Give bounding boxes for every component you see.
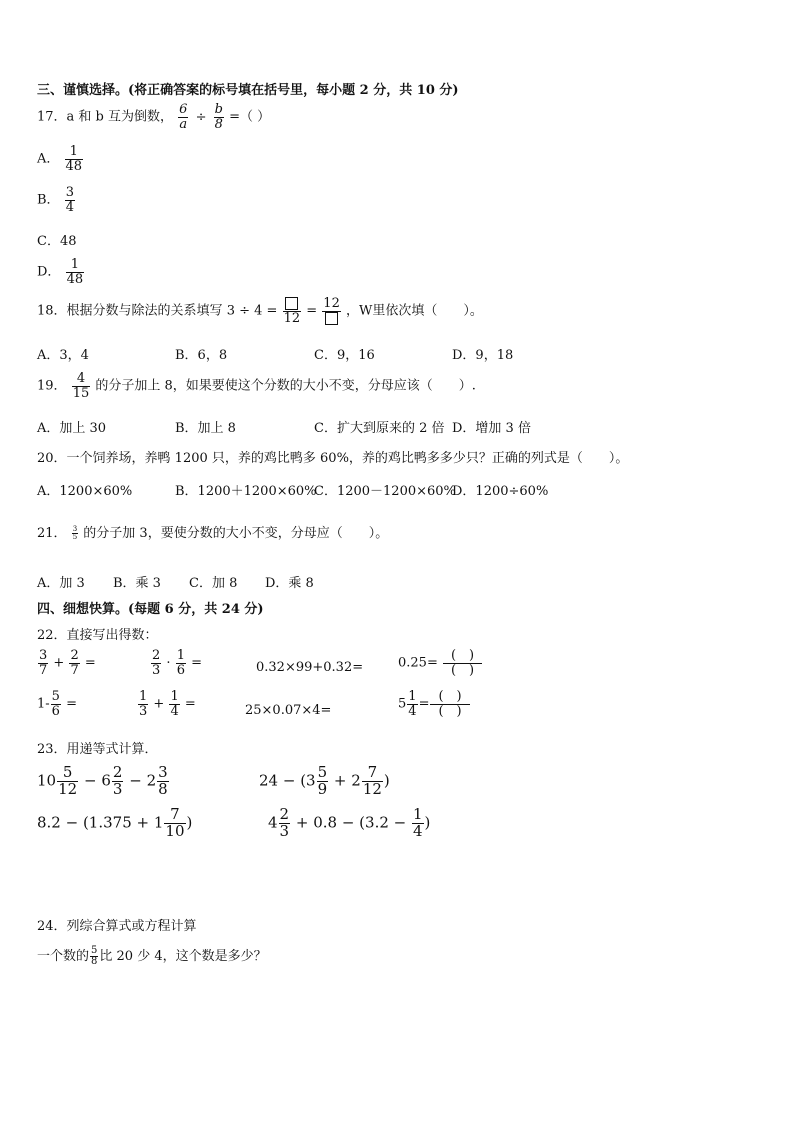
option-18-c[interactable]: C．9，16 [314, 348, 375, 363]
fraction: $\frac{2}{3}$ [112, 763, 123, 798]
section-4-heading: 四、细想快算。(每题 6 分，共 24 分) [37, 602, 264, 617]
blank-box [285, 297, 298, 310]
plus-sign: + [53, 655, 65, 671]
calc-22-3: 0.32×99+0.32= [256, 660, 364, 675]
question-text: 17．a 和 b 互为倒数， [37, 109, 174, 125]
option-19-a[interactable]: A．加上 30 [37, 421, 107, 436]
answer-paren: =（ ） [229, 109, 271, 125]
calc-22-2 [150, 649, 202, 677]
question-23-title: 23．用递等式计算． [37, 742, 158, 757]
whole-number: 2 [146, 771, 157, 790]
fraction: $\frac{2}{3}$ [152, 648, 161, 678]
question-24-title: 24．列综合算式或方程计算 [37, 919, 197, 934]
equals-sign: = [84, 655, 96, 671]
fraction-1-over-48: $\frac{1}{48}$ [65, 144, 83, 174]
calc-22-7: 25×0.07×4= [245, 703, 332, 718]
whole-number: 4 [268, 813, 278, 832]
fraction: $\frac{5}{12}$ [58, 763, 78, 798]
fraction: $\frac{1}{4}$ [408, 689, 417, 719]
question-20: 20．一个饲养场，养鸭 1200 只，养的鸡比鸭多 60%，养的鸡比鸭多多少只？正确的列式是（ ）。 [37, 451, 629, 466]
fraction: $\frac{1}{4}$ [413, 805, 423, 840]
expression: 1- [37, 696, 50, 712]
calc-22-5 [37, 690, 77, 718]
blank-box [325, 312, 338, 325]
calc-22-4 [398, 649, 483, 677]
expression-23-2 [259, 765, 390, 798]
option-19-b[interactable]: B．加上 8 [175, 421, 236, 436]
answer-fraction-blank: $\frac{( )}{( )}$ [443, 649, 482, 677]
fraction: $\frac{7}{10}$ [165, 805, 185, 840]
fraction: $\frac{3}{8}$ [158, 763, 168, 798]
fraction-3-over-4: $\frac{3}{4}$ [65, 185, 74, 215]
expression-part: + 0.8 − (3.2 − [295, 813, 407, 832]
expression-part: + 2 [333, 771, 361, 790]
whole-number: 5 [398, 696, 407, 712]
option-17-a[interactable] [37, 145, 84, 173]
question-21 [37, 522, 388, 541]
fraction-box-over-12: 12 [283, 297, 302, 325]
fraction: $\frac{1}{6}$ [176, 648, 185, 678]
option-20-b[interactable]: B．1200＋1200×60% [175, 484, 317, 499]
fraction-3-over-5: $\frac{3}{5}$ [72, 524, 78, 541]
multiply-dot: · [166, 655, 171, 671]
equals-sign: = [66, 696, 77, 712]
option-21-c[interactable]: C．加 8 [189, 576, 238, 591]
fraction-5-over-8: $\frac{5}{8}$ [91, 944, 98, 967]
fraction: $\frac{2}{3}$ [279, 805, 290, 840]
close-paren: ) [383, 771, 390, 790]
expression-23-1 [37, 765, 170, 798]
fraction: $\frac{5}{6}$ [51, 689, 60, 719]
question-19 [37, 372, 476, 400]
expression-part: 8.2 − (1.375 + 1 [37, 813, 164, 832]
fraction: $\frac{7}{12}$ [362, 763, 382, 798]
option-label: D． [37, 264, 61, 280]
fraction-4-over-15: $\frac{4}{15}$ [72, 371, 90, 401]
option-18-d[interactable]: D．9，18 [452, 348, 514, 363]
close-paren: ) [186, 813, 193, 832]
question-text: 的分子加 3，要使分数的大小不变，分母应（ ）。 [83, 526, 389, 541]
calc-22-1 [37, 649, 96, 677]
option-21-b[interactable]: B．乘 3 [113, 576, 161, 591]
fraction-12-over-box: 12 [322, 297, 341, 325]
calc-22-6 [137, 690, 196, 718]
option-20-c[interactable]: C．1200－1200×60% [314, 484, 456, 499]
option-label: A． [37, 151, 60, 167]
calc-22-8 [398, 690, 471, 718]
fraction: $\frac{5}{9}$ [317, 763, 328, 798]
fraction-6-over-a: $\frac{6}{a}$ [179, 102, 188, 132]
equals-sign: = [191, 655, 203, 671]
minus-sign: − [83, 771, 97, 790]
option-21-d[interactable]: D．乘 8 [265, 576, 314, 591]
option-label: B． [37, 192, 60, 208]
expression-23-4 [268, 807, 430, 840]
question-text: 的分子加上 8，如果要使这个分数的大小不变，分母应该（ ）. [95, 378, 476, 394]
answer-paren: ，W里依次填（ ）。 [345, 303, 483, 319]
option-20-d[interactable]: D．1200÷60% [452, 484, 549, 499]
option-17-b[interactable] [37, 186, 76, 214]
question-text: 18．根据分数与除法的关系填写 [37, 303, 223, 319]
answer-fraction-blank: $\frac{( )}{( )}$ [430, 690, 469, 718]
expression-23-3 [37, 807, 192, 840]
option-17-c[interactable]: C．48 [37, 234, 77, 249]
expression: 0.25= [398, 655, 438, 671]
close-paren: ) [424, 813, 431, 832]
question-number: 21． [37, 526, 67, 541]
question-17 [37, 103, 270, 131]
option-18-a[interactable]: A．3，4 [37, 348, 89, 363]
fraction-1-over-48: $\frac{1}{48}$ [66, 257, 84, 287]
equals-sign: = [306, 303, 318, 319]
expression-part: 24 − (3 [259, 771, 316, 790]
question-text: 比 20 少 4，这个数是多少？ [99, 949, 267, 964]
plus-sign: + [153, 696, 165, 712]
fraction-b-over-8: $\frac{b}{8}$ [214, 102, 223, 132]
equals-sign: = [184, 696, 196, 712]
option-19-d[interactable]: D．增加 3 倍 [452, 421, 531, 436]
fraction: $\frac{1}{3}$ [139, 689, 148, 719]
minus-sign: − [129, 771, 142, 790]
fraction: $\frac{3}{7}$ [39, 648, 48, 678]
question-text: 一个数的 [37, 949, 90, 964]
fraction: $\frac{1}{4}$ [170, 689, 179, 719]
option-19-c[interactable]: C．扩大到原来的 2 倍 [314, 421, 445, 436]
section-3-heading: 三、谨慎选择。(将正确答案的标号填在括号里，每小题 2 分，共 10 分) [37, 83, 459, 98]
equals-sign: = [418, 696, 430, 712]
question-18 [37, 297, 483, 325]
divide-sign: ÷ [195, 109, 207, 125]
whole-number: 10 [37, 771, 57, 790]
question-24-text [37, 945, 267, 968]
option-17-d[interactable] [37, 258, 85, 286]
question-number: 19． [37, 378, 67, 394]
option-20-a[interactable]: A．1200×60% [37, 484, 133, 499]
division-expression: 3 ÷ 4 = [226, 303, 278, 319]
fraction: $\frac{2}{7}$ [70, 648, 79, 678]
question-22-title: 22．直接写出得数： [37, 628, 158, 643]
whole-number: 6 [101, 771, 111, 790]
option-18-b[interactable]: B．6，8 [175, 348, 228, 363]
option-21-a[interactable]: A．加 3 [37, 576, 85, 591]
